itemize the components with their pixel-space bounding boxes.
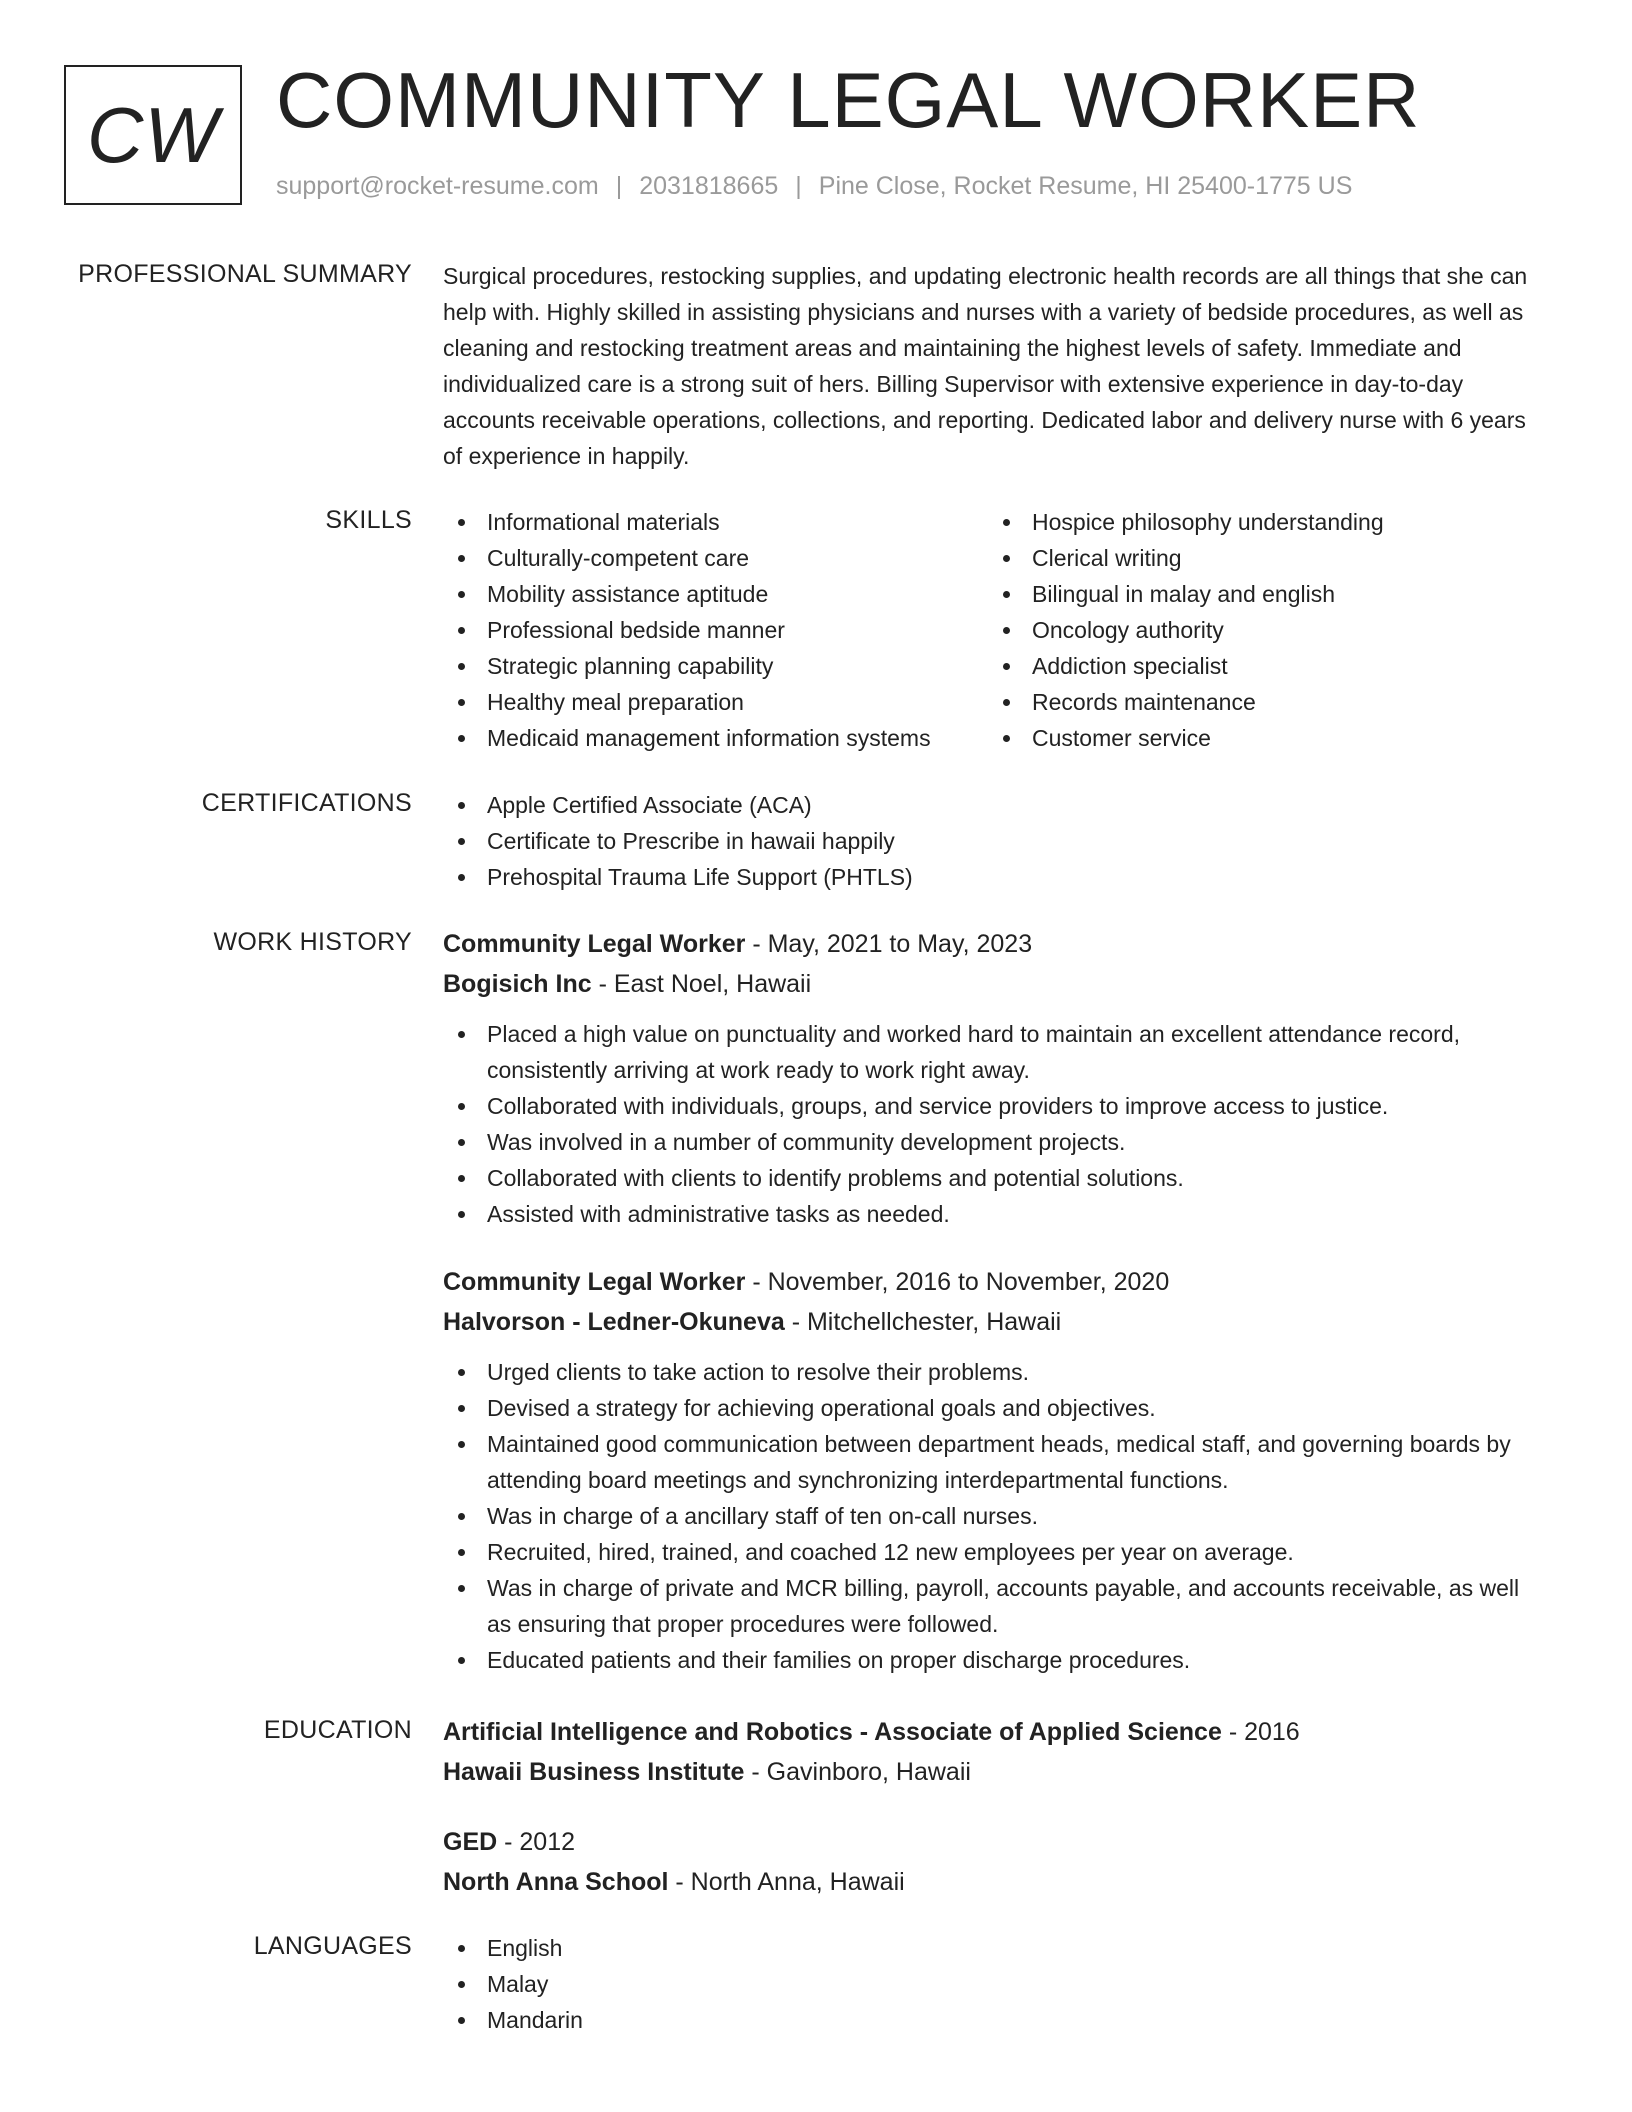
job-bullets: [443, 1016, 1548, 1232]
school-line: [443, 1862, 1548, 1902]
job-bullet: Was in charge of private and MCR billing, payroll, accounts payable, and accounts receivable, as well as ensuring that proper procedures were followed.: [443, 1570, 1548, 1642]
section-label: SKILLS: [325, 506, 412, 534]
certifications-list: [443, 787, 1548, 895]
job-bullet: Recruited, hired, trained, and coached 12 new employees per year on average.: [443, 1534, 1548, 1570]
skill-item: Strategic planning capability: [443, 648, 988, 684]
contact-phone[interactable]: 2031818665: [639, 172, 779, 200]
education-entry: [443, 1712, 1548, 1792]
education-body: [443, 1712, 1548, 1902]
section-label: EDUCATION: [263, 1716, 412, 1744]
certifications-body: [443, 787, 1548, 895]
degree-line: [443, 1712, 1548, 1752]
resume-title: COMMUNITY LEGAL WORKER: [276, 56, 1421, 144]
skill-item: Oncology authority: [988, 612, 1533, 648]
certification-item: Prehospital Trauma Life Support (PHTLS): [443, 859, 1548, 895]
skill-item: Healthy meal preparation: [443, 684, 988, 720]
job-bullet: Was in charge of a ancillary staff of ten on-call nurses.: [443, 1498, 1548, 1534]
skill-item: Customer service: [988, 720, 1533, 756]
job-bullet: Was involved in a number of community development projects.: [443, 1124, 1548, 1160]
summary-body: [443, 258, 1548, 474]
skill-item: Mobility assistance aptitude: [443, 576, 988, 612]
monogram: CW: [64, 65, 242, 205]
contact-email[interactable]: support@rocket-resume.com: [276, 172, 599, 200]
job-bullet: Maintained good communication between department heads, medical staff, and governing boards by attending board meetings and synchronizing interdepartmental functions.: [443, 1426, 1548, 1498]
job-company-line: [443, 964, 1548, 1004]
job-location: - East Noel, Hawaii: [591, 970, 812, 998]
skill-item: Professional bedside manner: [443, 612, 988, 648]
skills-list-right: [988, 504, 1533, 756]
job-bullet: Devised a strategy for achieving operational goals and objectives.: [443, 1390, 1548, 1426]
language-item: English: [443, 1930, 1548, 1966]
separator: |: [795, 172, 802, 200]
certification-item: Apple Certified Associate (ACA): [443, 787, 1548, 823]
job-dates: - November, 2016 to November, 2020: [745, 1268, 1170, 1296]
job-company: Bogisich Inc: [443, 970, 592, 998]
spacer: [443, 1792, 1548, 1822]
section-label: WORK HISTORY: [213, 928, 412, 956]
section-label: CERTIFICATIONS: [201, 789, 412, 817]
school-location: - North Anna, Hawaii: [668, 1868, 905, 1896]
job-title-line: [443, 924, 1548, 964]
job-bullet: Placed a high value on punctuality and worked hard to maintain an excellent attendance record, consistently arriving at work ready to work right away.: [443, 1016, 1548, 1088]
job-bullet: Assisted with administrative tasks as needed.: [443, 1196, 1548, 1232]
contact-line: [276, 172, 1352, 201]
summary-text: Surgical procedures, restocking supplies, and updating electronic health records are all things that she can help with. Highly skilled in assisting physicians and nurses with a variety of bedside procedures, as well as cleaning and restocking treatment areas and maintaining the highest levels of safety. Immediate and individualized care is a strong suit of hers. Billing Supervisor with extensive experience in day-to-day accounts receivable operations, collections, and reporting. Dedicated labor and delivery nurse with 6 years of experience in happily.: [443, 263, 1528, 469]
skill-item: Hospice philosophy understanding: [988, 504, 1533, 540]
section-label: PROFESSIONAL SUMMARY: [78, 260, 412, 288]
languages-body: [443, 1930, 1548, 2038]
job-bullet: Collaborated with individuals, groups, and service providers to improve access to justice.: [443, 1088, 1548, 1124]
degree: GED: [443, 1828, 498, 1856]
work-history-body: [443, 924, 1548, 1678]
job-location: - Mitchellchester, Hawaii: [784, 1308, 1062, 1336]
degree: Artificial Intelligence and Robotics - Associate of Applied Science: [443, 1718, 1222, 1746]
skills-list-left: [443, 504, 988, 756]
degree-year: - 2016: [1221, 1718, 1300, 1746]
school-line: [443, 1752, 1548, 1792]
skill-item: Records maintenance: [988, 684, 1533, 720]
job-bullet: Collaborated with clients to identify problems and potential solutions.: [443, 1160, 1548, 1196]
language-item: Malay: [443, 1966, 1548, 2002]
languages-list: [443, 1930, 1548, 2038]
language-item: Mandarin: [443, 2002, 1548, 2038]
job-bullet: Urged clients to take action to resolve their problems.: [443, 1354, 1548, 1390]
degree-year: - 2012: [497, 1828, 576, 1856]
skills-grid: [443, 504, 1548, 756]
job-bullet: Educated patients and their families on proper discharge procedures.: [443, 1642, 1548, 1678]
school-location: - Gavinboro, Hawaii: [744, 1758, 971, 1786]
skill-item: Medicaid management information systems: [443, 720, 988, 756]
skill-item: Informational materials: [443, 504, 988, 540]
education-entry: [443, 1822, 1548, 1902]
skill-item: Addiction specialist: [988, 648, 1533, 684]
skill-item: Clerical writing: [988, 540, 1533, 576]
job-title: Community Legal Worker: [443, 1268, 746, 1296]
skill-item: Culturally-competent care: [443, 540, 988, 576]
certification-item: Certificate to Prescribe in hawaii happily: [443, 823, 1548, 859]
separator: |: [615, 172, 623, 200]
school: North Anna School: [443, 1868, 669, 1896]
job-company-line: [443, 1302, 1548, 1342]
job-entry: [443, 924, 1548, 1232]
school: Hawaii Business Institute: [443, 1758, 745, 1786]
job-dates: - May, 2021 to May, 2023: [745, 930, 1033, 958]
job-title: Community Legal Worker: [443, 930, 746, 958]
contact-address: Pine Close, Rocket Resume, HI 25400-1775 US: [818, 172, 1353, 200]
section-label: LANGUAGES: [253, 1932, 412, 1960]
job-company: Halvorson - Ledner-Okuneva: [443, 1308, 785, 1336]
job-title-line: [443, 1262, 1548, 1302]
spacer: [443, 1232, 1548, 1262]
job-entry: [443, 1262, 1548, 1678]
degree-line: [443, 1822, 1548, 1862]
job-bullets: [443, 1354, 1548, 1678]
skill-item: Bilingual in malay and english: [988, 576, 1533, 612]
